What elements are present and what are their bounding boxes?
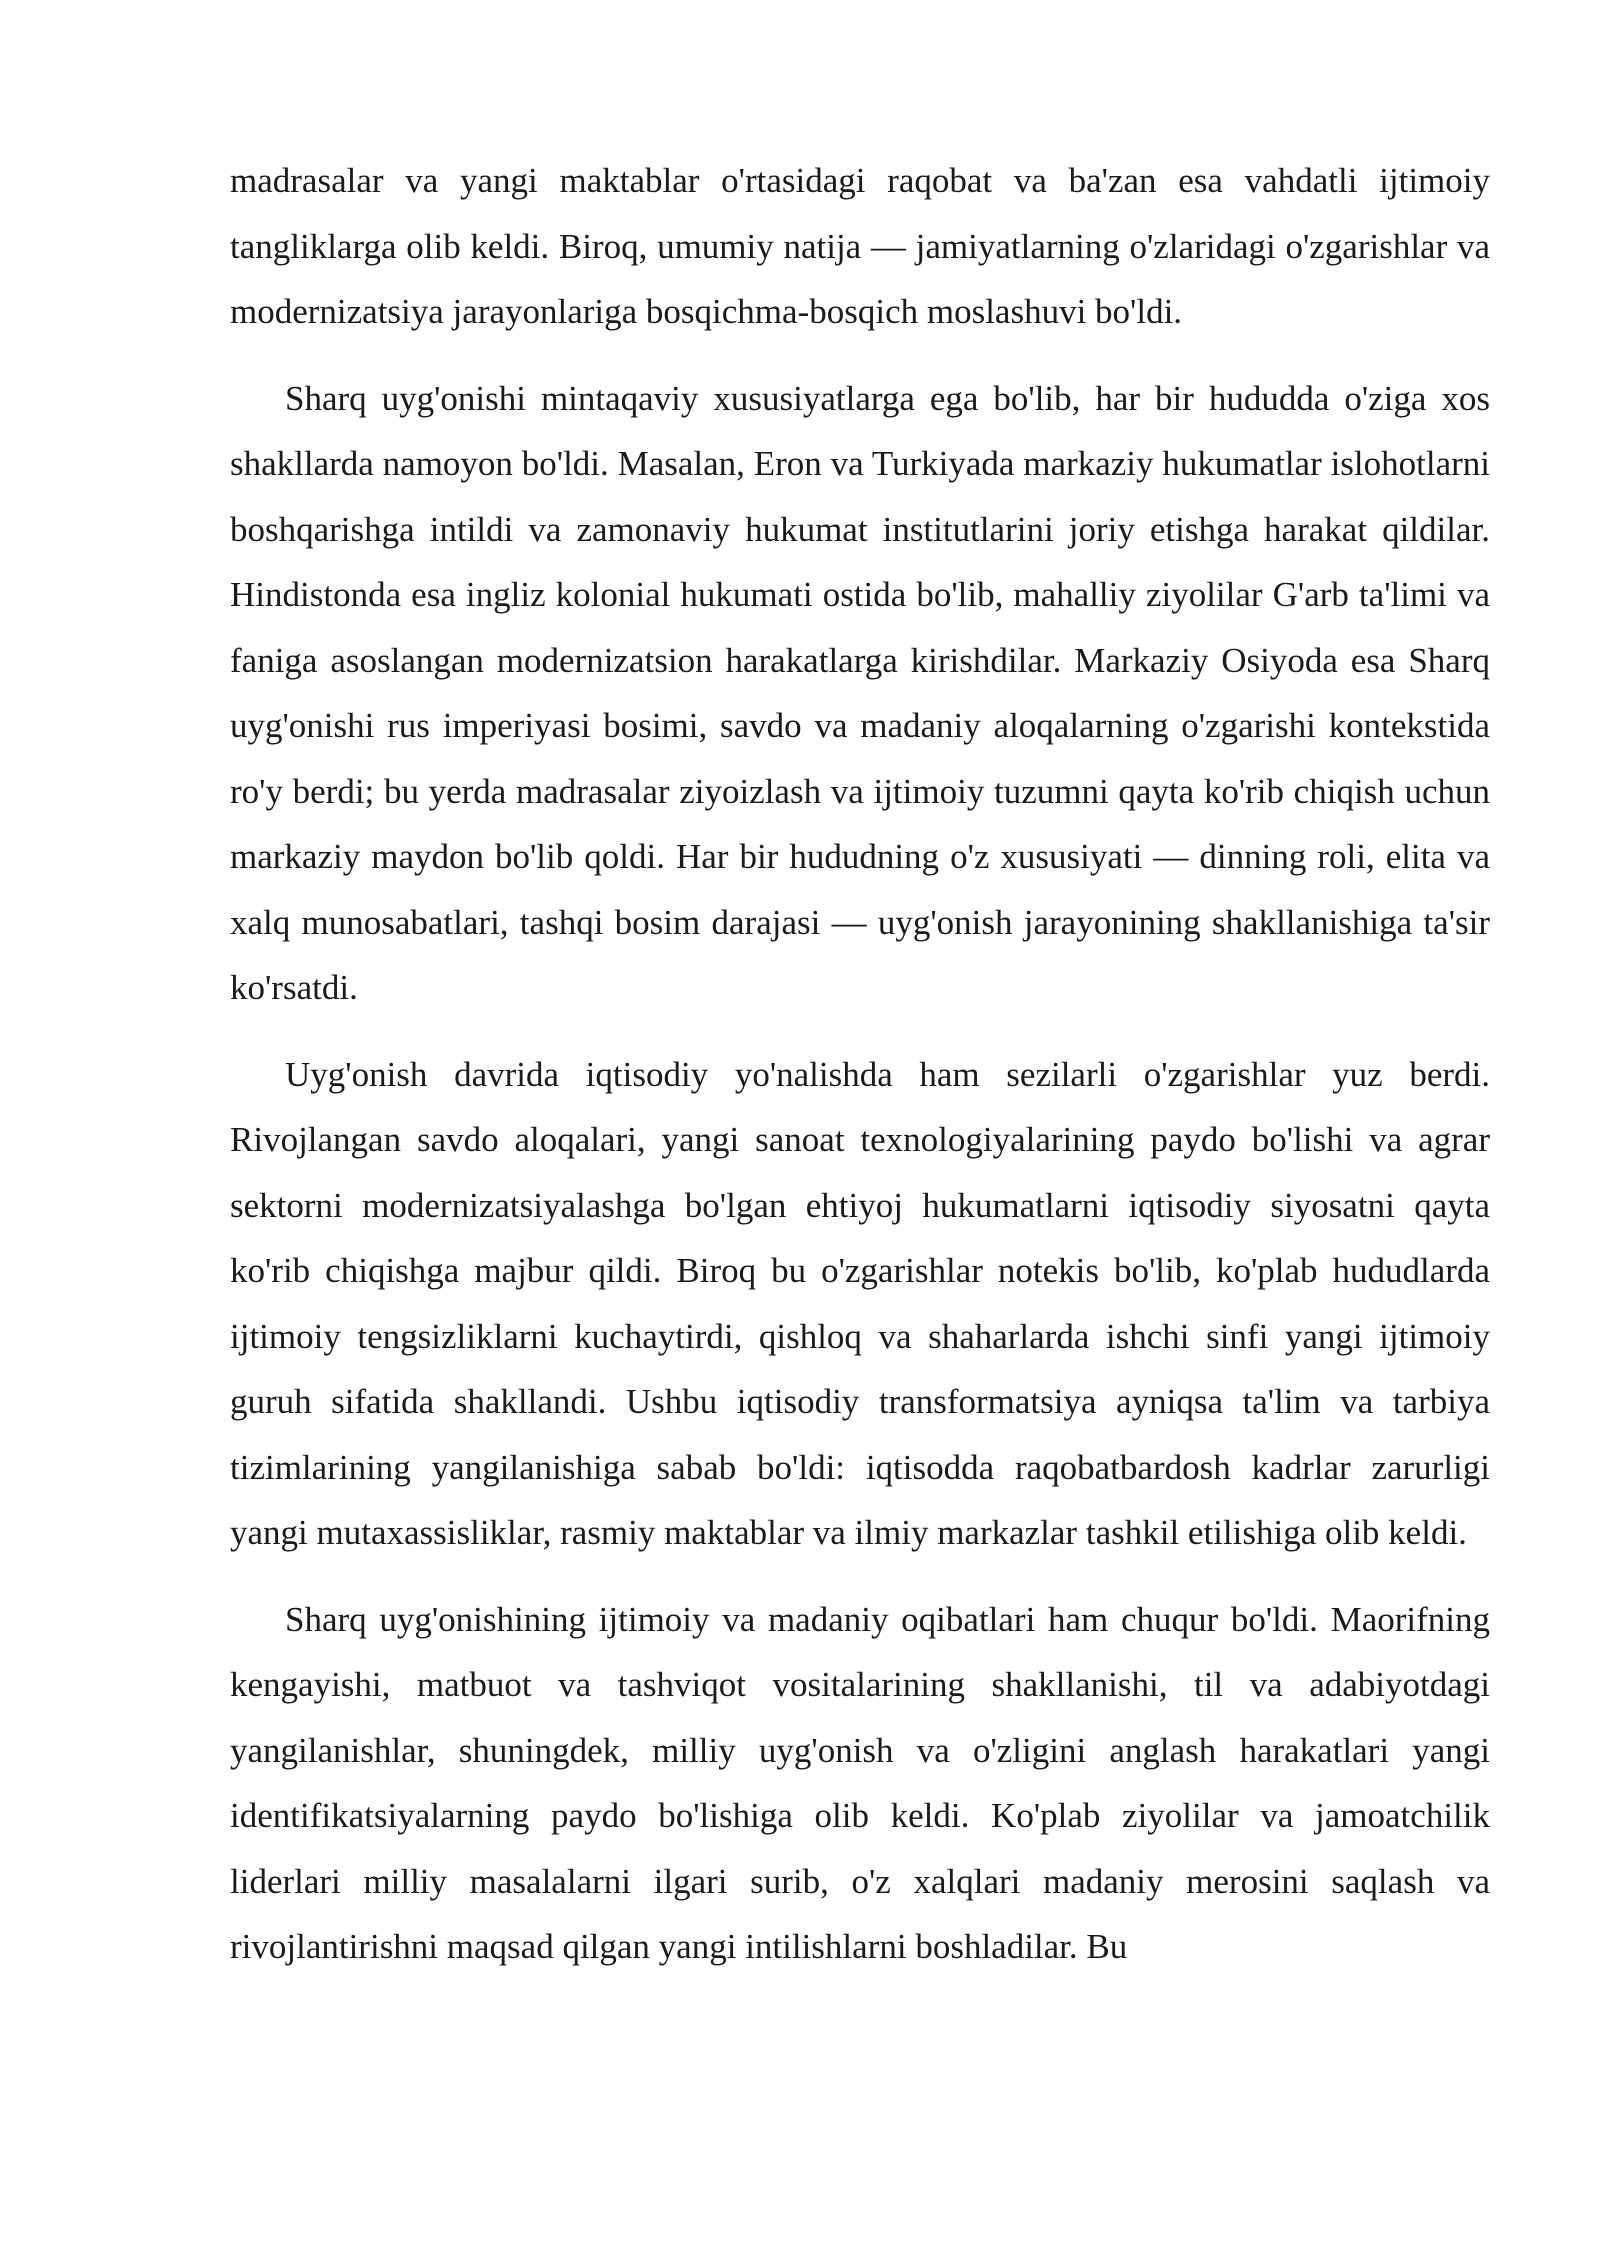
paragraph-2: Sharq uyg'onishi mintaqaviy xususiyatlarga ega bo'lib, har bir hududda o'ziga xos shakllarda namoyon bo'ldi. Masalan, Eron va Turkiyada markaziy hukumatlar islohotlarni boshqarishga intildi va zamonaviy hukumat institutlarini joriy etishga harakat qildilar. Hindistonda esa ingliz kolonial hukumati ostida bo'lib, mahalliy ziyolilar G'arb ta'limi va faniga asoslangan modernizatsion harakatlarga kirishdilar. Markaziy Osiyoda esa Sharq uyg'onishi rus imperiyasi bosimi, savdo va madaniy aloqalarning o'zgarishi kontekstida ro'y berdi; bu yerda madrasalar ziyoizlash va ijtimoiy tuzumni qayta ko'rib chiqish uchun markaziy maydon bo'lib qoldi. Har bir hududning o'z xususiyati — dinning roli, elita va xalq munosabatlari, tashqi bosim darajasi — uyg'onish jarayonining shakllanishiga ta'sir ko'rsatdi. [230, 378, 1490, 1007]
document-body [230, 148, 1490, 2001]
paragraph-4: Sharq uyg'onishining ijtimoiy va madaniy oqibatlari ham chuqur bo'ldi. Maorifning kengayishi, matbuot va tashviqot vositalarining shakllanishi, til va adabiyotdagi yangilanishlar, shuningdek, milliy uyg'onish va o'zligini anglash harakatlari yangi identifikatsiyalarning paydo bo'lishiga olib keldi. Ko'plab ziyolilar va jamoatchilik liderlari milliy masalalarni ilgari surib, o'z xalqlari madaniy merosini saqlash va rivojlantirishni maqsad qilgan yangi intilishlarni boshladilar. Bu [230, 1599, 1490, 1966]
paragraph-3: Uyg'onish davrida iqtisodiy yo'nalishda ham sezilarli o'zgarishlar yuz berdi. Rivojlangan savdo aloqalari, yangi sanoat texnologiyalarining paydo bo'lishi va agrar sektorni modernizatsiyalashga bo'lgan ehtiyoj hukumatlarni iqtisodiy siyosatni qayta ko'rib chiqishga majbur qildi. Biroq bu o'zgarishlar notekis bo'lib, ko'plab hududlarda ijtimoiy tengsizliklarni kuchaytirdi, qishloq va shaharlarda ishchi sinfi yangi ijtimoiy guruh sifatida shakllandi. Ushbu iqtisodiy transformatsiya ayniqsa ta'lim va tarbiya tizimlarining yangilanishiga sabab bo'ldi: iqtisodda raqobatbardosh kadrlar zarurligi yangi mutaxassisliklar, rasmiy maktablar va ilmiy markazlar tashkil etilishiga olib keldi. [230, 1054, 1490, 1552]
paragraph-1: madrasalar va yangi maktablar o'rtasidagi raqobat va ba'zan esa vahdatli ijtimoiy tangliklarga olib keldi. Biroq, umumiy natija — jamiyatlarning o'zlaridagi o'zgarishlar va modernizatsiya jarayonlariga bosqichma-bosqich moslashuvi bo'ldi. [230, 161, 1490, 331]
